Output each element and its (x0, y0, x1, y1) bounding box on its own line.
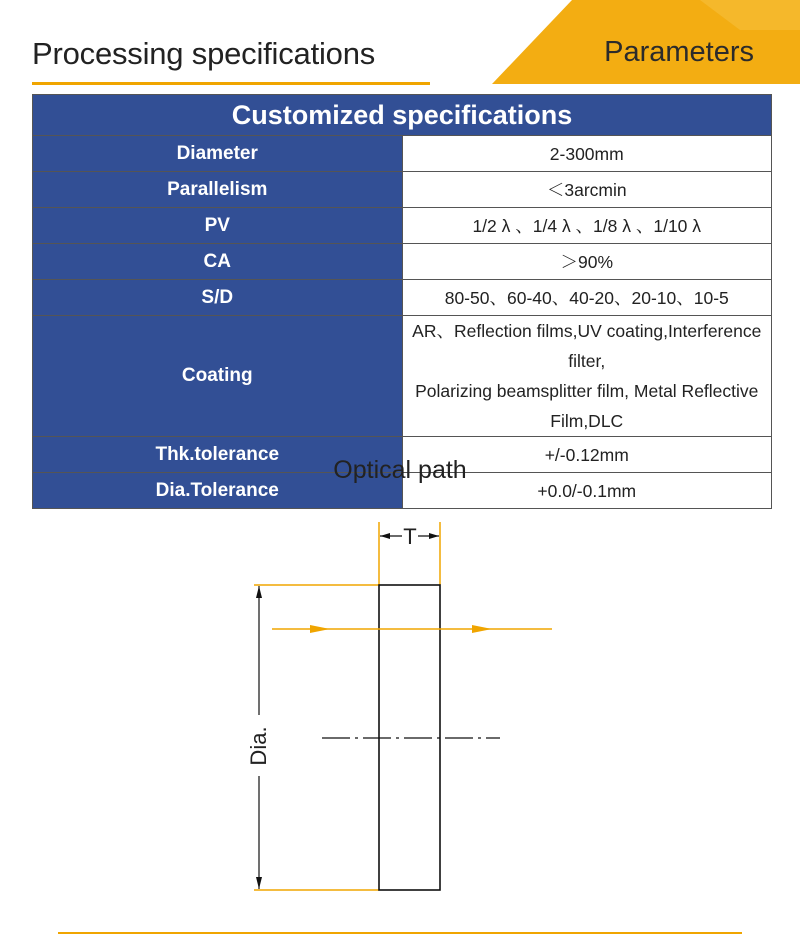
table-row (33, 172, 772, 208)
specifications-table (32, 94, 772, 509)
coating-line-1: AR、Reflection films,UV coating,Interference filter, (412, 321, 762, 371)
coating-line-2: Polarizing beamsplitter film, Metal Reflective Film,DLC (415, 381, 759, 431)
row-value: ＞90% (402, 244, 772, 280)
thickness-label: T (403, 524, 417, 549)
page-title: Processing specifications (32, 36, 376, 71)
table-row (33, 136, 772, 172)
optical-path-diagram (0, 500, 800, 920)
row-label: Parallelism (33, 172, 403, 208)
row-value: ＜3arcmin (402, 172, 772, 208)
row-label: Thk.tolerance (33, 437, 403, 473)
arrowhead-icon (256, 586, 262, 598)
row-value (402, 316, 772, 437)
row-label: PV (33, 208, 403, 244)
arrowhead-icon (429, 533, 439, 539)
row-label: S/D (33, 280, 403, 316)
table-caption: Customized specifications (33, 95, 772, 136)
row-value: +/-0.12mm (402, 437, 772, 473)
row-value: +0.0/-0.1mm (402, 473, 772, 509)
row-label: Diameter (33, 136, 403, 172)
arrowhead-icon (256, 877, 262, 889)
row-value: 2-300mm (402, 136, 772, 172)
row-label: CA (33, 244, 403, 280)
diameter-label: Dia. (246, 726, 271, 766)
arrowhead-icon (380, 533, 390, 539)
optical-path-title: Optical path (333, 456, 467, 484)
parameters-badge: Parameters (604, 36, 754, 68)
row-label: Dia.Tolerance (33, 473, 403, 509)
table-row (33, 280, 772, 316)
ray-arrow-icon (472, 625, 492, 633)
table-row (33, 316, 772, 437)
row-value: 80-50、60-40、40-20、20-10、10-5 (402, 280, 772, 316)
table-row (33, 208, 772, 244)
row-label: Coating (33, 316, 403, 437)
ray-arrow-icon (310, 625, 330, 633)
table-row (33, 244, 772, 280)
footer-divider (58, 932, 742, 934)
row-value: 1/2 λ 、1/4 λ 、1/8 λ 、1/10 λ (402, 208, 772, 244)
title-underline (32, 82, 430, 85)
